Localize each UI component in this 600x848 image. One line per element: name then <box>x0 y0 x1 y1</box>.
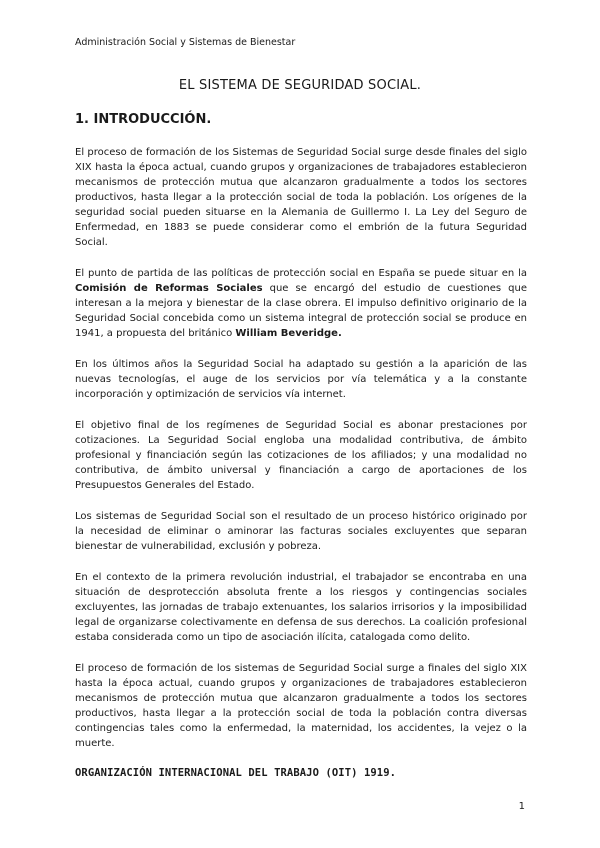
beveridge-name: William Beveridge. <box>235 328 342 339</box>
paragraph-7: El proceso de formación de los sistemas de Seguridad Social surge a finales del siglo XIX hasta la época actual, cuando grupos y organizaciones de trabajadores establecieron mecanismos de protección mutua que alcanzaron gradualmente a todos los sectores productivos, hasta llegar a la protección social de toda la población contra diversas contingencias tales como la enfermedad, la maternidad, los accidentes, la vejez o la muerte. <box>75 663 527 749</box>
paragraph-6: En el contexto de la primera revolución industrial, el trabajador se encontraba en una situación de desprotección absoluta frente a los riesgos y contingencias sociales excluyentes, las jornadas de trabajo extenuantes, los salarios irrisorios y la imposibilidad legal de organizarse colectivamente en defensa de sus derechos. La coalición profesional estaba considerada como un tipo de asociación ilícita, catalogada como delito. <box>75 572 527 643</box>
page-number: 1 <box>518 801 525 812</box>
body-text <box>75 145 527 779</box>
paragraph-5: Los sistemas de Seguridad Social son el resultado de un proceso histórico originado por la necesidad de eliminar o aminorar las facturas sociales excluyentes que separan bienestar de vulnerabilidad, exclusión y pobreza. <box>75 511 527 552</box>
paragraph-4: El objetivo final de los regímenes de Seguridad Social es abonar prestaciones por cotizaciones. La Seguridad Social engloba una modalidad contributiva, de ámbito profesional y financiación según las cotizaciones de los afiliados; y una modalidad no contributiva, de ámbito universal y financiación a cargo de aportaciones de los Presupuestos Generales del Estado. <box>75 420 527 491</box>
paragraph-3: En los últimos años la Seguridad Social ha adaptado su gestión a la aparición de las nuevas tecnologías, el auge de los servicios por vía telemática y a la constante incorporación y optimización de servicios vía internet. <box>75 359 527 400</box>
section-heading: 1. INTRODUCCIÓN. <box>75 112 212 127</box>
document-title: EL SISTEMA DE SEGURIDAD SOCIAL. <box>178 78 422 93</box>
oit-subheading: ORGANIZACIÓN INTERNACIONAL DEL TRABAJO (OIT) 1919. <box>75 767 397 779</box>
paragraph-2-text-a: El punto de partida de las políticas de protección social en España se puede situar en la <box>75 268 527 279</box>
paragraph-1: El proceso de formación de los Sistemas de Seguridad Social surge desde finales del siglo XIX hasta la época actual, cuando grupos y organizaciones de trabajadores establecieron mecanismos de protección mutua que alcanzaron gradualmente a todos los sectores productivos, hasta llegar a la protección social de toda la población. Los orígenes de la seguridad social pueden situarse en la Alemania de Guillermo I. La Ley del Seguro de Enfermedad, en 1883 se puede considerar como el embrión de la futura Seguridad Social. <box>75 147 527 248</box>
paragraph-2-text-b: que se encargó del estudio de cuestiones que interesan a la mejora y bienestar de la clase obrera. El impulso definitivo originario de la Seguridad Social concebida como un sistema integral de protección social se produce en 1941, a propuesta del británico <box>75 283 527 339</box>
paragraph-2 <box>75 266 527 341</box>
commission-name: Comisión de Reformas Sociales <box>75 283 263 294</box>
running-header: Administración Social y Sistemas de Bienestar <box>75 37 296 48</box>
